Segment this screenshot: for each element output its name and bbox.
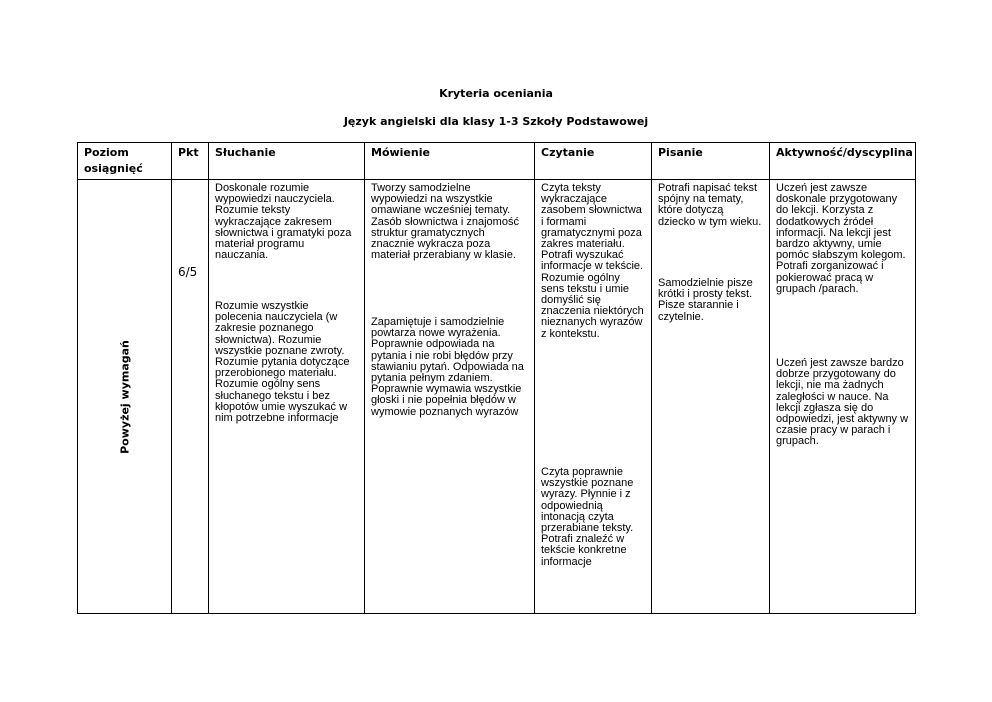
writing-block-1: Potrafi napisać tekst spójny na tematy, które dotyczą dziecko w tym wieku. [658, 182, 762, 228]
document-subtitle: Język angielski dla klasy 1-3 Szkoły Podstawowej [343, 115, 649, 128]
table-row [78, 180, 916, 614]
speaking-block-1: Tworzy samodzielne wypowiedzi na wszystkie omawiane wcześniej tematy. Zasób słownictwa i znajomość struktur gramatycznych znacznie wykracza poza materiał przerabiany w klasie. [371, 182, 519, 262]
activity-cell [770, 180, 916, 614]
header-speaking: Mówienie [365, 143, 535, 180]
listening-block-2: Rozumie wszystkie polecenia nauczyciela (w zakresie poznanego słownictwa). Rozumie wszystkie poznane zwroty. Rozumie pytania dotyczące przerobionego materiału. Rozumie ogólny sens słuchanego tekstu i bez kłopotów umie wyszukać w nim potrzebne informacje [215, 300, 350, 425]
speaking-block-2: Zapamiętuje i samodzielnie powtarza nowe wyrażenia. Poprawnie odpowiada na pytania i nie robi błędów przy stawianiu pytań. Odpowiada na pytania pełnym zdaniem. Poprawnie wymawia wszystkie głoski i nie popełnia błędów w wymowie poznanych wyrazów [371, 316, 524, 418]
activity-block-2: Uczeń jest zawsze bardzo dobrze przygotowany do lekcji, nie ma żadnych zaległości w nauce. Na lekcji zgłasza się do odpowiedzi, jest aktywny w czasie pracy w parach i grupach. [776, 357, 909, 448]
listening-block-1: Doskonale rozumie wypowiedzi nauczyciela. Rozumie teksty wykraczające zakresem słownictwa i gramatyki poza materiał programu nauczania. [215, 182, 352, 262]
level-label: Powyżej wymagań [117, 339, 131, 454]
header-listening: Słuchanie [209, 143, 365, 180]
writing-cell [652, 180, 770, 614]
header-reading: Czytanie [535, 143, 652, 180]
activity-block-1: Uczeń jest zawsze doskonale przygotowany do lekcji. Korzysta z dodatkowych źródeł informacji. Na lekcji jest bardzo aktywny, umie pomóc słabszym kolegom. Potrafi zorganizować i pokierować pracą w grupach /parach. [776, 182, 906, 295]
document-title: Kryteria oceniania [439, 87, 553, 100]
reading-cell [535, 180, 652, 614]
criteria-table [77, 142, 916, 614]
points-value: 6/5 [178, 265, 198, 279]
reading-block-1: Czyta teksty wykraczające zasobem słownictwa i formami gramatycznymi poza zakres materiału. Potrafi wyszukać informacje w tekście. Rozumie ogólny sens tekstu i umie domyślić się znaczenia niektórych nieznanych wyrazów z kontekstu. [541, 182, 644, 340]
header-row [78, 143, 916, 180]
header-points: Pkt [172, 143, 209, 180]
header-activity: Aktywność/dyscyplina [770, 143, 916, 180]
header-writing: Pisanie [652, 143, 770, 180]
writing-block-2: Samodzielnie pisze krótki i prosty tekst. Pisze starannie i czytelnie. [658, 277, 753, 323]
reading-block-2: Czyta poprawnie wszystkie poznane wyrazy. Płynnie i z odpowiednią intonacją czyta przerabiane teksty. Potrafi znaleźć w tekście konkretne informacje [541, 466, 634, 568]
level-cell [78, 180, 172, 614]
points-cell [172, 180, 209, 614]
header-level: Poziom osiągnięć [78, 143, 172, 180]
speaking-cell [365, 180, 535, 614]
listening-cell [209, 180, 365, 614]
